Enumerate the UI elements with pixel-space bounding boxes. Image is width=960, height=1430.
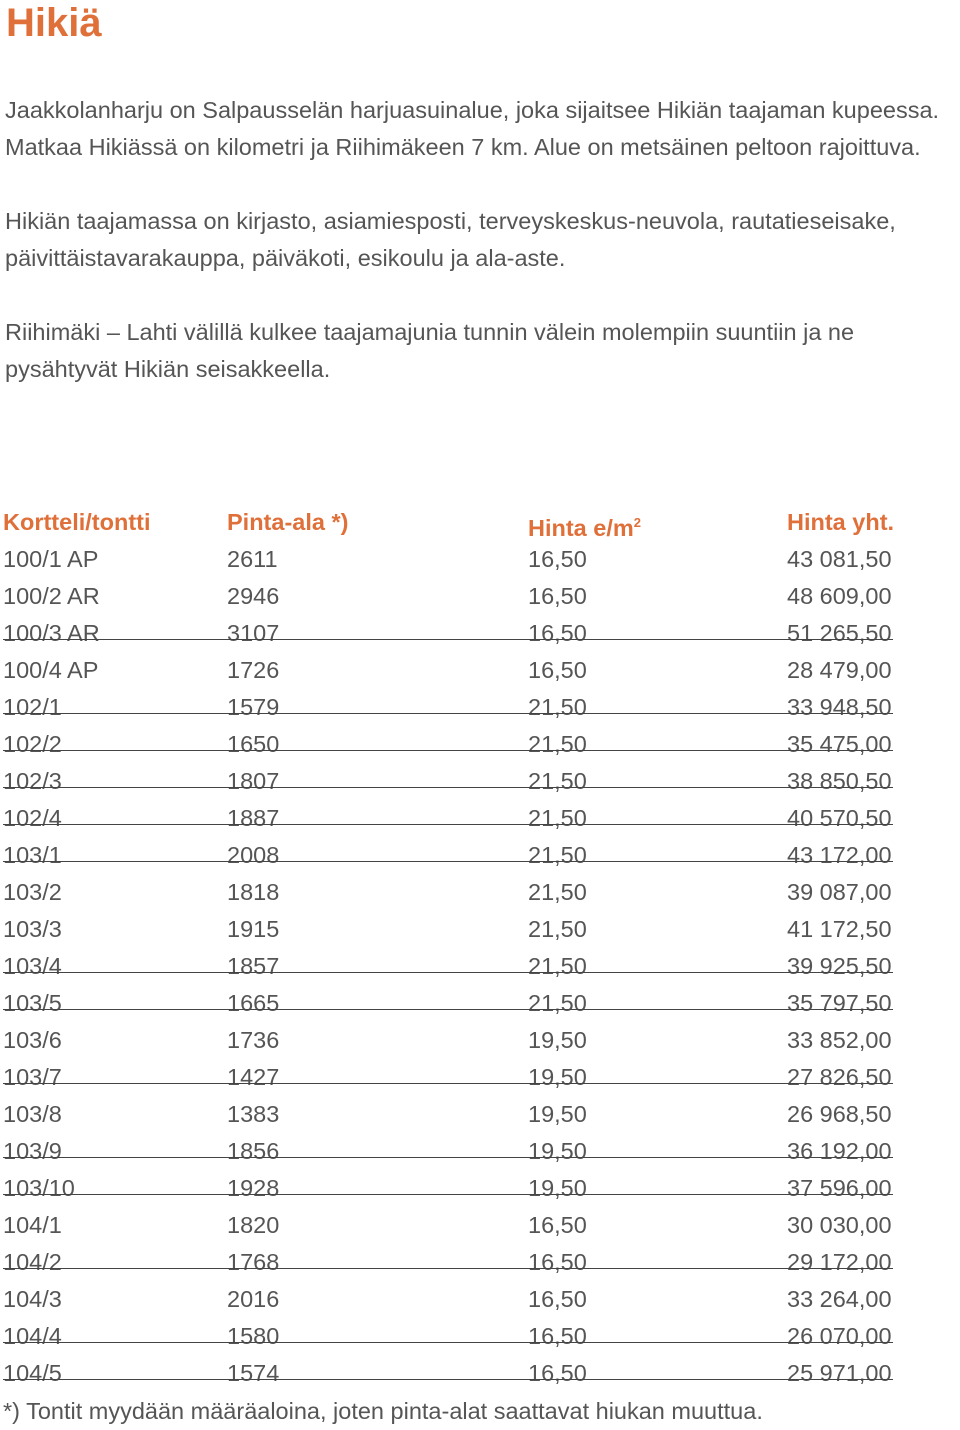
cell-total: 37 596,00 [787, 1175, 892, 1201]
cell-area: 1857 [227, 953, 280, 979]
cell-price: 21,50 [528, 879, 587, 905]
table-row [3, 800, 903, 837]
table-row [3, 726, 903, 763]
cell-area: 1887 [227, 805, 280, 831]
sold-strikethrough-line [3, 750, 893, 751]
cell-price: 19,50 [528, 1027, 587, 1053]
cell-lot: 100/4 AP [3, 657, 99, 683]
cell-total: 26 968,50 [787, 1101, 892, 1127]
cell-area: 1574 [227, 1360, 280, 1386]
cell-total: 33 948,50 [787, 694, 892, 720]
cell-total: 35 797,50 [787, 990, 892, 1016]
cell-lot: 103/1 [3, 842, 62, 868]
sold-strikethrough-line [3, 1009, 893, 1010]
sold-strikethrough-line [3, 787, 893, 788]
cell-area: 2016 [227, 1286, 280, 1312]
sold-strikethrough-line [3, 1157, 893, 1158]
sold-strikethrough-line [3, 972, 893, 973]
header-price-per-m2-sup: 2 [633, 515, 642, 530]
table-row [3, 615, 903, 652]
cell-area: 1820 [227, 1212, 280, 1238]
cell-area: 1383 [227, 1101, 280, 1127]
table-body [3, 541, 903, 1392]
table-row [3, 874, 903, 911]
cell-lot: 102/1 [3, 694, 62, 720]
sold-strikethrough-line [3, 1194, 893, 1195]
cell-price: 19,50 [528, 1175, 587, 1201]
cell-lot: 100/3 AR [3, 620, 100, 646]
cell-price: 16,50 [528, 1212, 587, 1238]
lot-price-table [3, 504, 903, 1392]
cell-total: 41 172,50 [787, 916, 892, 942]
table-row [3, 1170, 903, 1207]
sold-strikethrough-line [3, 1083, 893, 1084]
header-total: Hinta yht. [787, 509, 895, 535]
cell-lot: 103/4 [3, 953, 62, 979]
cell-total: 33 264,00 [787, 1286, 892, 1312]
cell-lot: 103/2 [3, 879, 62, 905]
cell-lot: 103/6 [3, 1027, 62, 1053]
cell-area: 1579 [227, 694, 280, 720]
cell-price: 16,50 [528, 1323, 587, 1349]
cell-price: 21,50 [528, 805, 587, 831]
cell-area: 1726 [227, 657, 280, 683]
cell-lot: 104/2 [3, 1249, 62, 1275]
cell-total: 48 609,00 [787, 583, 892, 609]
cell-area: 1768 [227, 1249, 280, 1275]
table-row [3, 1281, 903, 1318]
table-row [3, 763, 903, 800]
intro-paragraph-services: Hikiän taajamassa on kirjasto, asiamiesposti, terveyskeskus-neuvola, rautatieseisake, päivittäistavarakauppa, päiväkoti, esikoulu ja ala-aste. [5, 208, 896, 271]
cell-lot: 103/3 [3, 916, 62, 942]
cell-lot: 100/1 AP [3, 546, 99, 572]
cell-lot: 102/2 [3, 731, 62, 757]
cell-area: 1665 [227, 990, 280, 1016]
cell-price: 21,50 [528, 694, 587, 720]
cell-lot: 103/5 [3, 990, 62, 1016]
sold-strikethrough-line [3, 824, 893, 825]
cell-lot: 104/5 [3, 1360, 62, 1386]
cell-lot: 102/3 [3, 768, 62, 794]
cell-price: 21,50 [528, 953, 587, 979]
cell-area: 2008 [227, 842, 280, 868]
table-row [3, 1059, 903, 1096]
cell-lot: 104/3 [3, 1286, 62, 1312]
cell-price: 19,50 [528, 1101, 587, 1127]
cell-area: 1736 [227, 1027, 280, 1053]
cell-price: 16,50 [528, 620, 587, 646]
table-row [3, 1207, 903, 1244]
cell-lot: 103/7 [3, 1064, 62, 1090]
cell-price: 21,50 [528, 916, 587, 942]
cell-price: 19,50 [528, 1064, 587, 1090]
cell-area: 1580 [227, 1323, 280, 1349]
cell-total: 51 265,50 [787, 620, 892, 646]
cell-price: 16,50 [528, 583, 587, 609]
cell-lot: 100/2 AR [3, 583, 100, 609]
table-row [3, 541, 903, 578]
table-row [3, 985, 903, 1022]
header-lot: Kortteli/tontti [3, 509, 151, 535]
cell-price: 21,50 [528, 731, 587, 757]
cell-price: 16,50 [528, 546, 587, 572]
cell-total: 27 826,50 [787, 1064, 892, 1090]
sold-strikethrough-line [3, 1268, 893, 1269]
cell-area: 1928 [227, 1175, 280, 1201]
cell-price: 19,50 [528, 1138, 587, 1164]
cell-total: 26 070,00 [787, 1323, 892, 1349]
cell-price: 16,50 [528, 1286, 587, 1312]
table-header-row [3, 504, 903, 541]
cell-lot: 103/8 [3, 1101, 62, 1127]
cell-total: 43 172,00 [787, 842, 892, 868]
table-row [3, 689, 903, 726]
sold-strikethrough-line [3, 1342, 893, 1343]
cell-price: 21,50 [528, 842, 587, 868]
table-row [3, 911, 903, 948]
cell-area: 1807 [227, 768, 280, 794]
cell-area: 3107 [227, 620, 280, 646]
cell-price: 16,50 [528, 657, 587, 683]
cell-total: 33 852,00 [787, 1027, 892, 1053]
intro-paragraph-location: Jaakkolanharju on Salpausselän harjuasuinalue, joka sijaitsee Hikiän taajaman kupeessa. Matkaa Hikiässä on kilometri ja Riihimäkeen 7 km. Alue on metsäinen peltoon rajoittuva. [5, 97, 940, 160]
sold-strikethrough-line [3, 639, 893, 640]
header-price-per-m2-label: Hinta e/m [528, 515, 634, 541]
table-row [3, 578, 903, 615]
page-title: Hikiä [6, 1, 102, 45]
table-row [3, 1133, 903, 1170]
cell-area: 1915 [227, 916, 280, 942]
cell-price: 21,50 [528, 768, 587, 794]
cell-total: 30 030,00 [787, 1212, 892, 1238]
cell-area: 2946 [227, 583, 280, 609]
cell-price: 21,50 [528, 990, 587, 1016]
cell-lot: 103/10 [3, 1175, 75, 1201]
cell-total: 25 971,00 [787, 1360, 892, 1386]
cell-price: 16,50 [528, 1249, 587, 1275]
cell-total: 36 192,00 [787, 1138, 892, 1164]
cell-area: 1427 [227, 1064, 280, 1090]
sold-strikethrough-line [3, 861, 893, 862]
cell-area: 1650 [227, 731, 280, 757]
cell-area: 2611 [227, 546, 278, 572]
cell-total: 38 850,50 [787, 768, 892, 794]
table-row [3, 1244, 903, 1281]
sold-strikethrough-line [3, 713, 893, 714]
cell-area: 1818 [227, 879, 280, 905]
cell-lot: 104/4 [3, 1323, 62, 1349]
cell-total: 29 172,00 [787, 1249, 892, 1275]
table-row [3, 1022, 903, 1059]
footnote: *) Tontit myydään määräaloina, joten pinta-alat saattavat hiukan muuttua. [3, 1398, 763, 1424]
table-row [3, 652, 903, 689]
cell-total: 39 925,50 [787, 953, 892, 979]
intro-paragraph-transport: Riihimäki – Lahti välillä kulkee taajamajunia tunnin välein molempiin suuntiin ja ne pysähtyvät Hikiän seisakkeella. [5, 319, 855, 382]
table-row [3, 837, 903, 874]
cell-total: 28 479,00 [787, 657, 892, 683]
table-row [3, 1355, 903, 1392]
table-row [3, 1318, 903, 1355]
cell-total: 39 087,00 [787, 879, 892, 905]
header-area: Pinta-ala *) [227, 509, 349, 535]
cell-lot: 102/4 [3, 805, 62, 831]
cell-lot: 103/9 [3, 1138, 62, 1164]
cell-total: 40 570,50 [787, 805, 892, 831]
sold-strikethrough-line [3, 1379, 893, 1380]
cell-price: 16,50 [528, 1360, 587, 1386]
cell-total: 43 081,50 [787, 546, 892, 572]
table-row [3, 948, 903, 985]
cell-total: 35 475,00 [787, 731, 892, 757]
cell-area: 1856 [227, 1138, 280, 1164]
table-row [3, 1096, 903, 1133]
cell-lot: 104/1 [3, 1212, 62, 1238]
